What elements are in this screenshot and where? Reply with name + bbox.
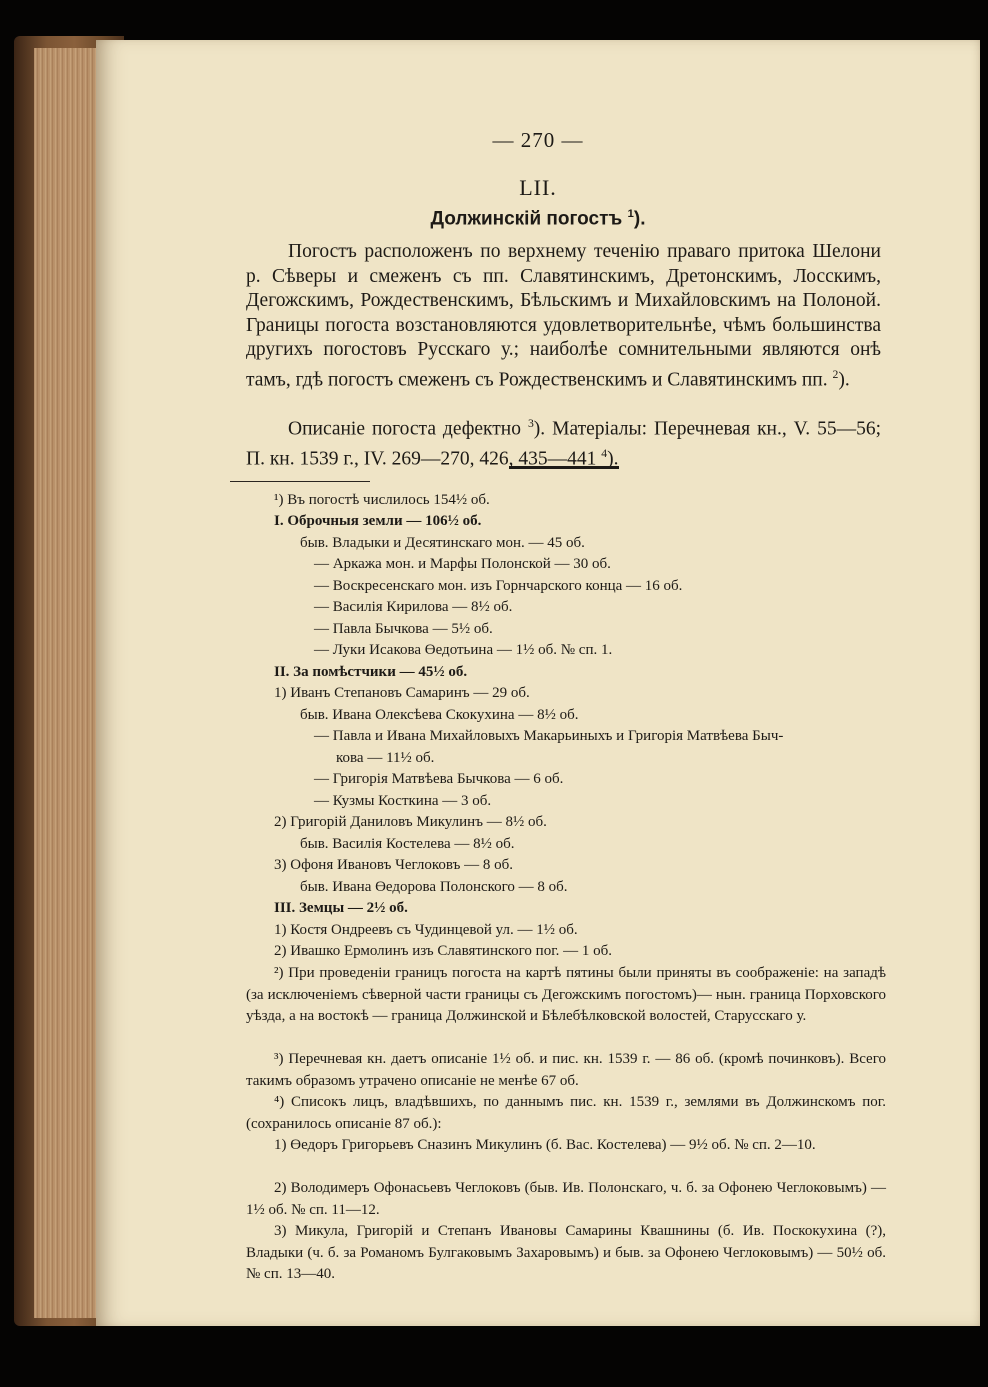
footnote-4: ⁴) Списокъ лицъ, владѣвшихъ, по даннымъ пис. кн. 1539 г., землями въ Должинскомъ пог. (сохранилось описаніе 87 об.): (246, 1094, 886, 1132)
chapter-title (96, 208, 980, 230)
footnote-ref-3: 3 (527, 417, 534, 430)
chapter-title-tail: ). (633, 208, 646, 230)
footnote-1-line: — Василія Кирилова — 8½ об. (314, 599, 513, 615)
book-page (96, 40, 980, 1326)
footnote-1-section-1: I. Оброчныя земли — 106½ об. (274, 513, 482, 529)
footnote-1-line: 2) Григорій Даниловъ Микулинъ — 8½ об. (274, 814, 547, 830)
footnote-1-line: — Павла Бычкова — 5½ об. (314, 621, 493, 637)
footnote-2: ²) При проведеніи границъ погоста на картѣ пятины были приняты въ соображеніе: на западѣ (за исключеніемъ сѣверной части границы съ Дегожскимъ погостомъ)— нын. граница Порховского уѣзда, а на востокѣ — граница Должинской и Бѣлебѣлковской волостей, Старусскаго у. (246, 965, 886, 1024)
footnote-1-section-3: III. Земцы — 2½ об. (274, 900, 408, 916)
footnote-1-line: 1) Костя Ондреевъ съ Чудинцевой ул. — 1½ об. (274, 922, 578, 938)
footnote-1-line: 1) Иванъ Степановъ Самаринъ — 29 об. (274, 685, 530, 701)
footnote-4-item-3: 3) Микула, Григорій и Степанъ Ивановы Самарины Квашнины (б. Ив. Поскокухина (?), Владыки (ч. б. за Романомъ Булгаковымъ Захаровымъ) и быв. за Офонею Чеглоковымъ) — 50½ об. № сп. 13—40. (246, 1223, 886, 1282)
footnote-ref-1: 1 (627, 208, 634, 220)
footnote-1-line: 2) Ивашко Ермолинъ изъ Славятинского пог. — 1 об. (274, 943, 613, 959)
chapter-title-text: Должинскій погостъ (430, 208, 623, 230)
paragraph-1-text: Погостъ расположенъ по верхнему теченію праваго притока Шелони р. Сѣверы и смеженъ съ пп. Славятинскимъ, Дретонскимъ, Лосскимъ, Дегожскимъ, Рождественскимъ, Бѣльскимъ и Михайловскимъ на Полоной. Границы погоста возстановляются удовлетворительнѣе, чѣмъ большинства другихъ погостовъ Русскаго у.; наиболѣе сомнительными являются онѣ тамъ, гдѣ погостъ смеженъ съ Рождественскимъ и Славятинскимъ пп. (246, 241, 881, 390)
paragraph-2-text-b: ). Матеріалы: Перечневая кн., V. 55—56; П. кн. 1539 г., IV. 269—270, 426, 435—441 (246, 418, 882, 470)
footnote-ref-4: 4 (601, 447, 608, 460)
paragraph-2 (246, 412, 881, 472)
footnote-1-line: быв. Ивана Олексѣева Скокухина — 8½ об. (300, 707, 579, 723)
paragraph-1 (246, 240, 881, 393)
footnote-1-line: — Павла и Ивана Михайловыхъ Макарьиныхъ и Григорія Матвѣева Быч- (314, 728, 784, 744)
footnote-1-line: — Аркажа мон. и Марфы Полонской — 30 об. (314, 556, 611, 572)
paragraph-2-tail: ). (607, 448, 619, 470)
paragraph-1-tail: ). (838, 369, 850, 390)
footnote-1-line: быв. Владыки и Десятинскаго мон. — 45 об. (300, 535, 585, 551)
section-divider (509, 466, 619, 469)
footnote-rule (230, 481, 370, 482)
footnote-1-line: кова — 11½ об. (336, 750, 435, 766)
footnote-1-line: — Воскресенскаго мон. изъ Горнчарского конца — 16 об. (314, 578, 683, 594)
footnote-1-section-2: II. За помѣстчики — 45½ об. (274, 664, 468, 680)
footnote-1-line: ¹) Въ погостѣ числилось 154½ об. (274, 492, 490, 508)
footnote-3: ³) Перечневая кн. даетъ описаніе 1½ об. и пис. кн. 1539 г. — 86 об. (кромѣ починковъ). Всего такимъ образомъ утрачено описаніе не менѣе 67 об. (246, 1051, 886, 1089)
footnote-1-line: — Луки Исакова Өедотьина — 1½ об. № сп. 1. (314, 642, 613, 658)
paragraph-2-text-a: Описаніе погоста дефектно (288, 418, 521, 440)
chapter-number: LII. (519, 175, 557, 200)
footnote-4-item-2: 2) Володимеръ Офонасьевъ Чеглоковъ (быв. Ив. Полонскаго, ч. б. за Офонею Чеглоковымъ) — 1½ об. № сп. 11—12. (246, 1180, 886, 1218)
page-number: — 270 — (492, 128, 584, 152)
footnote-1-line: — Григорія Матвѣева Бычкова — 6 об. (314, 771, 564, 787)
footnote-1-line: — Кузмы Косткина — 3 об. (314, 793, 492, 809)
footnote-1-line: быв. Василія Костелева — 8½ об. (300, 836, 515, 852)
footnote-1-line: быв. Ивана Өедорова Полонского — 8 об. (300, 879, 568, 895)
footnote-4-item-1: 1) Өедоръ Григорьевъ Сназинъ Микулинъ (б. Вас. Костелева) — 9½ об. № сп. 2—10. (274, 1137, 816, 1153)
footnote-1-line: 3) Офоня Ивановъ Чеглоковъ — 8 об. (274, 857, 513, 873)
footnote-ref-2: 2 (832, 367, 839, 381)
